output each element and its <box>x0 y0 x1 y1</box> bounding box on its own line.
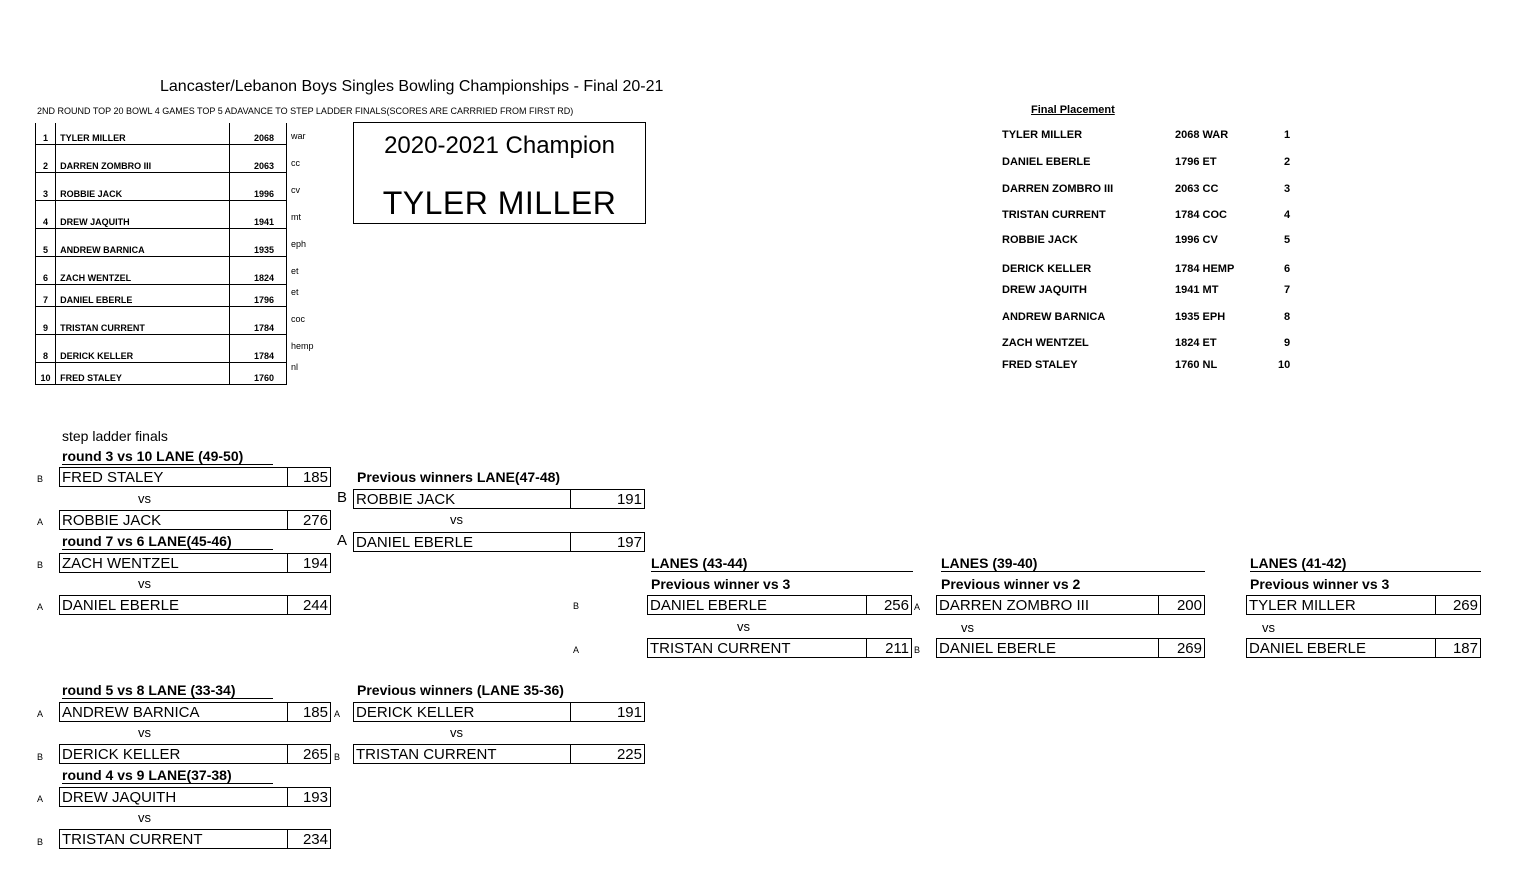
side-letter: B <box>37 752 44 762</box>
qualifier-name: DANIEL EBERLE <box>56 285 230 307</box>
qualifier-school: cc <box>291 158 300 168</box>
bowler-score: 244 <box>287 596 330 614</box>
qualifier-school: cv <box>291 185 300 195</box>
bowler-name: ROBBIE JACK <box>356 491 456 508</box>
qualifier-row <box>36 145 287 173</box>
placement-name: ROBBIE JACK <box>1002 234 1078 246</box>
placement-name: DREW JAQUITH <box>1002 284 1087 296</box>
bowler-score: 185 <box>287 703 330 721</box>
page-subtitle: 2ND ROUND TOP 20 BOWL 4 GAMES TOP 5 ADAVANCE TO STEP LADDER FINALS(SCORES ARE CARRRIED FROM FIRST RD) <box>37 106 574 116</box>
placement-rank: 4 <box>1284 209 1291 221</box>
prev-winners-35-36-label: Previous winners (LANE 35-36) <box>357 682 564 698</box>
qualifier-school: hemp <box>291 341 314 351</box>
qualifier-score: 1760 <box>230 363 287 385</box>
placement-rank: 1 <box>1284 129 1291 141</box>
champion-label: 2020-2021 Champion <box>384 132 615 159</box>
match-box <box>353 532 645 552</box>
qualifier-row <box>36 363 287 385</box>
placement-score: 1935 EPH <box>1175 311 1226 323</box>
qualifier-row <box>36 257 287 285</box>
match-box <box>647 638 912 658</box>
side-letter: A <box>914 602 921 612</box>
vs-label: vs <box>450 512 463 527</box>
match-box <box>59 510 331 530</box>
placement-name: DANIEL EBERLE <box>1002 156 1091 168</box>
qualifier-score: 1996 <box>230 173 287 201</box>
bowler-score: 193 <box>287 788 330 806</box>
bowler-score: 276 <box>287 511 330 529</box>
placement-rank: 7 <box>1284 284 1291 296</box>
placement-name: DARREN ZOMBRO III <box>1002 183 1114 195</box>
prev-winners-47-48-label: Previous winners LANE(47-48) <box>357 469 561 485</box>
qualifier-school: et <box>291 266 299 276</box>
lanes-41-42-sublabel: Previous winner vs 3 <box>1250 576 1390 592</box>
bowler-name: DERICK KELLER <box>62 746 181 763</box>
lanes-41-42-label: LANES (41-42) <box>1250 555 1481 572</box>
placement-name: TYLER MILLER <box>1002 129 1083 141</box>
bowler-score: 211 <box>866 639 911 657</box>
placement-rank: 5 <box>1284 234 1291 246</box>
qualifier-row <box>36 335 287 363</box>
qualifier-name: TYLER MILLER <box>56 123 230 145</box>
vs-label: vs <box>138 576 151 591</box>
qualifier-name: DARREN ZOMBRO III <box>56 145 230 173</box>
champion-name: TYLER MILLER <box>382 185 617 221</box>
qualifier-score: 1824 <box>230 257 287 285</box>
qualifier-rank: 3 <box>36 173 56 201</box>
side-letter: B <box>37 837 44 847</box>
placement-rank: 10 <box>1278 359 1291 371</box>
bowler-name: DANIEL EBERLE <box>356 534 473 551</box>
qualifier-row <box>36 307 287 335</box>
qualifier-rank: 6 <box>36 257 56 285</box>
match-box <box>936 638 1205 658</box>
bowler-score: 191 <box>570 490 644 508</box>
final-placement-heading: Final Placement <box>1031 104 1115 116</box>
side-letter: B <box>337 489 348 506</box>
bowler-name: DANIEL EBERLE <box>939 640 1056 657</box>
champion-box <box>353 122 646 224</box>
bowler-score: 225 <box>570 745 644 763</box>
bowler-score: 269 <box>1158 639 1204 657</box>
bowler-score: 269 <box>1435 596 1480 614</box>
round-5v8-label: round 5 vs 8 LANE (33-34) <box>62 682 273 699</box>
side-letter: A <box>337 532 348 549</box>
match-box <box>59 553 331 573</box>
qualifier-score: 1784 <box>230 335 287 363</box>
vs-label: vs <box>138 491 151 506</box>
side-letter: A <box>37 602 44 612</box>
placement-name: ZACH WENTZEL <box>1002 337 1089 349</box>
bowler-name: DREW JAQUITH <box>62 789 177 806</box>
bowler-score: 185 <box>287 468 330 486</box>
match-box <box>353 702 645 722</box>
placement-name: TRISTAN CURRENT <box>1002 209 1106 221</box>
qualifier-score: 2063 <box>230 145 287 173</box>
qualifier-school: eph <box>291 239 307 249</box>
lanes-43-44-sublabel: Previous winner vs 3 <box>651 576 791 592</box>
lanes-43-44-label: LANES (43-44) <box>651 555 913 572</box>
bowler-score: 200 <box>1158 596 1204 614</box>
bowler-name: TRISTAN CURRENT <box>356 746 497 763</box>
placement-name: FRED STALEY <box>1002 359 1078 371</box>
match-box <box>59 467 331 487</box>
qualifier-school: war <box>291 131 306 141</box>
qualifier-rank: 10 <box>36 363 56 385</box>
qualifier-name: ZACH WENTZEL <box>56 257 230 285</box>
qualifier-school: coc <box>291 314 306 324</box>
bowler-name: ANDREW BARNICA <box>62 704 200 721</box>
side-letter: B <box>573 601 580 611</box>
round-7v6-label: round 7 vs 6 LANE(45-46) <box>62 533 273 550</box>
bowler-name: ZACH WENTZEL <box>62 555 179 572</box>
vs-label: vs <box>450 725 463 740</box>
bowler-score: 187 <box>1435 639 1480 657</box>
qualifier-score: 1935 <box>230 229 287 257</box>
side-letter: B <box>37 560 44 570</box>
bowler-score: 197 <box>570 533 644 551</box>
round-4v9-label: round 4 vs 9 LANE(37-38) <box>62 767 273 784</box>
bowler-name: TYLER MILLER <box>1249 597 1356 614</box>
round-3v10-label: round 3 vs 10 LANE (49-50) <box>62 448 273 465</box>
qualifier-name: DREW JAQUITH <box>56 201 230 229</box>
qualifier-rank: 4 <box>36 201 56 229</box>
lanes-39-40-sublabel: Previous winner vs 2 <box>941 576 1081 592</box>
placement-rank: 2 <box>1284 156 1291 168</box>
bowler-score: 191 <box>570 703 644 721</box>
bowler-score: 234 <box>287 830 330 848</box>
side-letter: B <box>334 752 341 762</box>
bowler-name: DANIEL EBERLE <box>1249 640 1366 657</box>
qualifier-row <box>36 285 287 307</box>
bowler-name: TRISTAN CURRENT <box>650 640 791 657</box>
bowler-score: 194 <box>287 554 330 572</box>
match-box <box>59 787 331 807</box>
placement-rank: 6 <box>1284 263 1291 275</box>
side-letter: A <box>573 645 580 655</box>
qualifier-rank: 8 <box>36 335 56 363</box>
bowler-score: 265 <box>287 745 330 763</box>
match-box <box>353 744 645 764</box>
qualifier-score: 1784 <box>230 307 287 335</box>
qualifier-rank: 9 <box>36 307 56 335</box>
qualifier-row <box>36 201 287 229</box>
match-box <box>59 744 331 764</box>
placement-score: 1784 COC <box>1175 209 1227 221</box>
bowler-score: 256 <box>866 596 911 614</box>
qualifier-rank: 1 <box>36 123 56 145</box>
qualifier-school: nl <box>291 362 299 372</box>
bowler-name: DANIEL EBERLE <box>62 597 179 614</box>
placement-name: ANDREW BARNICA <box>1002 311 1106 323</box>
qualifier-row <box>36 173 287 201</box>
placement-score: 1996 CV <box>1175 234 1218 246</box>
match-box <box>647 595 912 615</box>
side-letter: A <box>37 517 44 527</box>
match-box <box>1246 595 1481 615</box>
side-letter: A <box>37 709 44 719</box>
vs-label: vs <box>1262 620 1275 635</box>
qualifier-name: ANDREW BARNICA <box>56 229 230 257</box>
match-box <box>936 595 1205 615</box>
side-letter: B <box>37 474 44 484</box>
qualifier-score: 2068 <box>230 123 287 145</box>
side-letter: A <box>37 794 44 804</box>
qualifier-score: 1796 <box>230 285 287 307</box>
vs-label: vs <box>737 619 750 634</box>
vs-label: vs <box>961 620 974 635</box>
placement-score: 1784 HEMP <box>1175 263 1235 275</box>
side-letter: A <box>334 709 341 719</box>
step-ladder-heading: step ladder finals <box>62 428 168 444</box>
placement-name: DERICK KELLER <box>1002 263 1092 275</box>
placement-score: 1796 ET <box>1175 156 1217 168</box>
placement-score: 2063 CC <box>1175 183 1219 195</box>
vs-label: vs <box>138 725 151 740</box>
match-box <box>59 829 331 849</box>
qualifier-rank: 7 <box>36 285 56 307</box>
qualifier-row <box>36 123 287 145</box>
placement-rank: 8 <box>1284 311 1291 323</box>
lanes-39-40-label: LANES (39-40) <box>941 555 1205 572</box>
match-box <box>1246 638 1481 658</box>
bowler-name: DARREN ZOMBRO III <box>939 597 1090 614</box>
qualifier-name: DERICK KELLER <box>56 335 230 363</box>
placement-rank: 3 <box>1284 183 1291 195</box>
page-title: Lancaster/Lebanon Boys Singles Bowling Championships - Final 20-21 <box>160 78 664 95</box>
qualifier-name: TRISTAN CURRENT <box>56 307 230 335</box>
side-letter: B <box>914 645 921 655</box>
bowler-name: DANIEL EBERLE <box>650 597 767 614</box>
placement-score: 1941 MT <box>1175 284 1219 296</box>
match-box <box>59 595 331 615</box>
placement-rank: 9 <box>1284 337 1291 349</box>
bowler-name: FRED STALEY <box>62 469 164 486</box>
placement-score: 1760 NL <box>1175 359 1218 371</box>
qualifier-name: ROBBIE JACK <box>56 173 230 201</box>
qualifier-score: 1941 <box>230 201 287 229</box>
qualifier-name: FRED STALEY <box>56 363 230 385</box>
qualifier-row <box>36 229 287 257</box>
qualifier-table <box>35 123 287 385</box>
qualifier-school: mt <box>291 212 301 222</box>
placement-score: 2068 WAR <box>1175 129 1229 141</box>
match-box <box>353 489 645 509</box>
qualifier-rank: 5 <box>36 229 56 257</box>
qualifier-rank: 2 <box>36 145 56 173</box>
bowler-name: ROBBIE JACK <box>62 512 162 529</box>
placement-score: 1824 ET <box>1175 337 1217 349</box>
bowler-name: DERICK KELLER <box>356 704 475 721</box>
bowler-name: TRISTAN CURRENT <box>62 831 203 848</box>
qualifier-school: et <box>291 287 299 297</box>
match-box <box>59 702 331 722</box>
vs-label: vs <box>138 810 151 825</box>
